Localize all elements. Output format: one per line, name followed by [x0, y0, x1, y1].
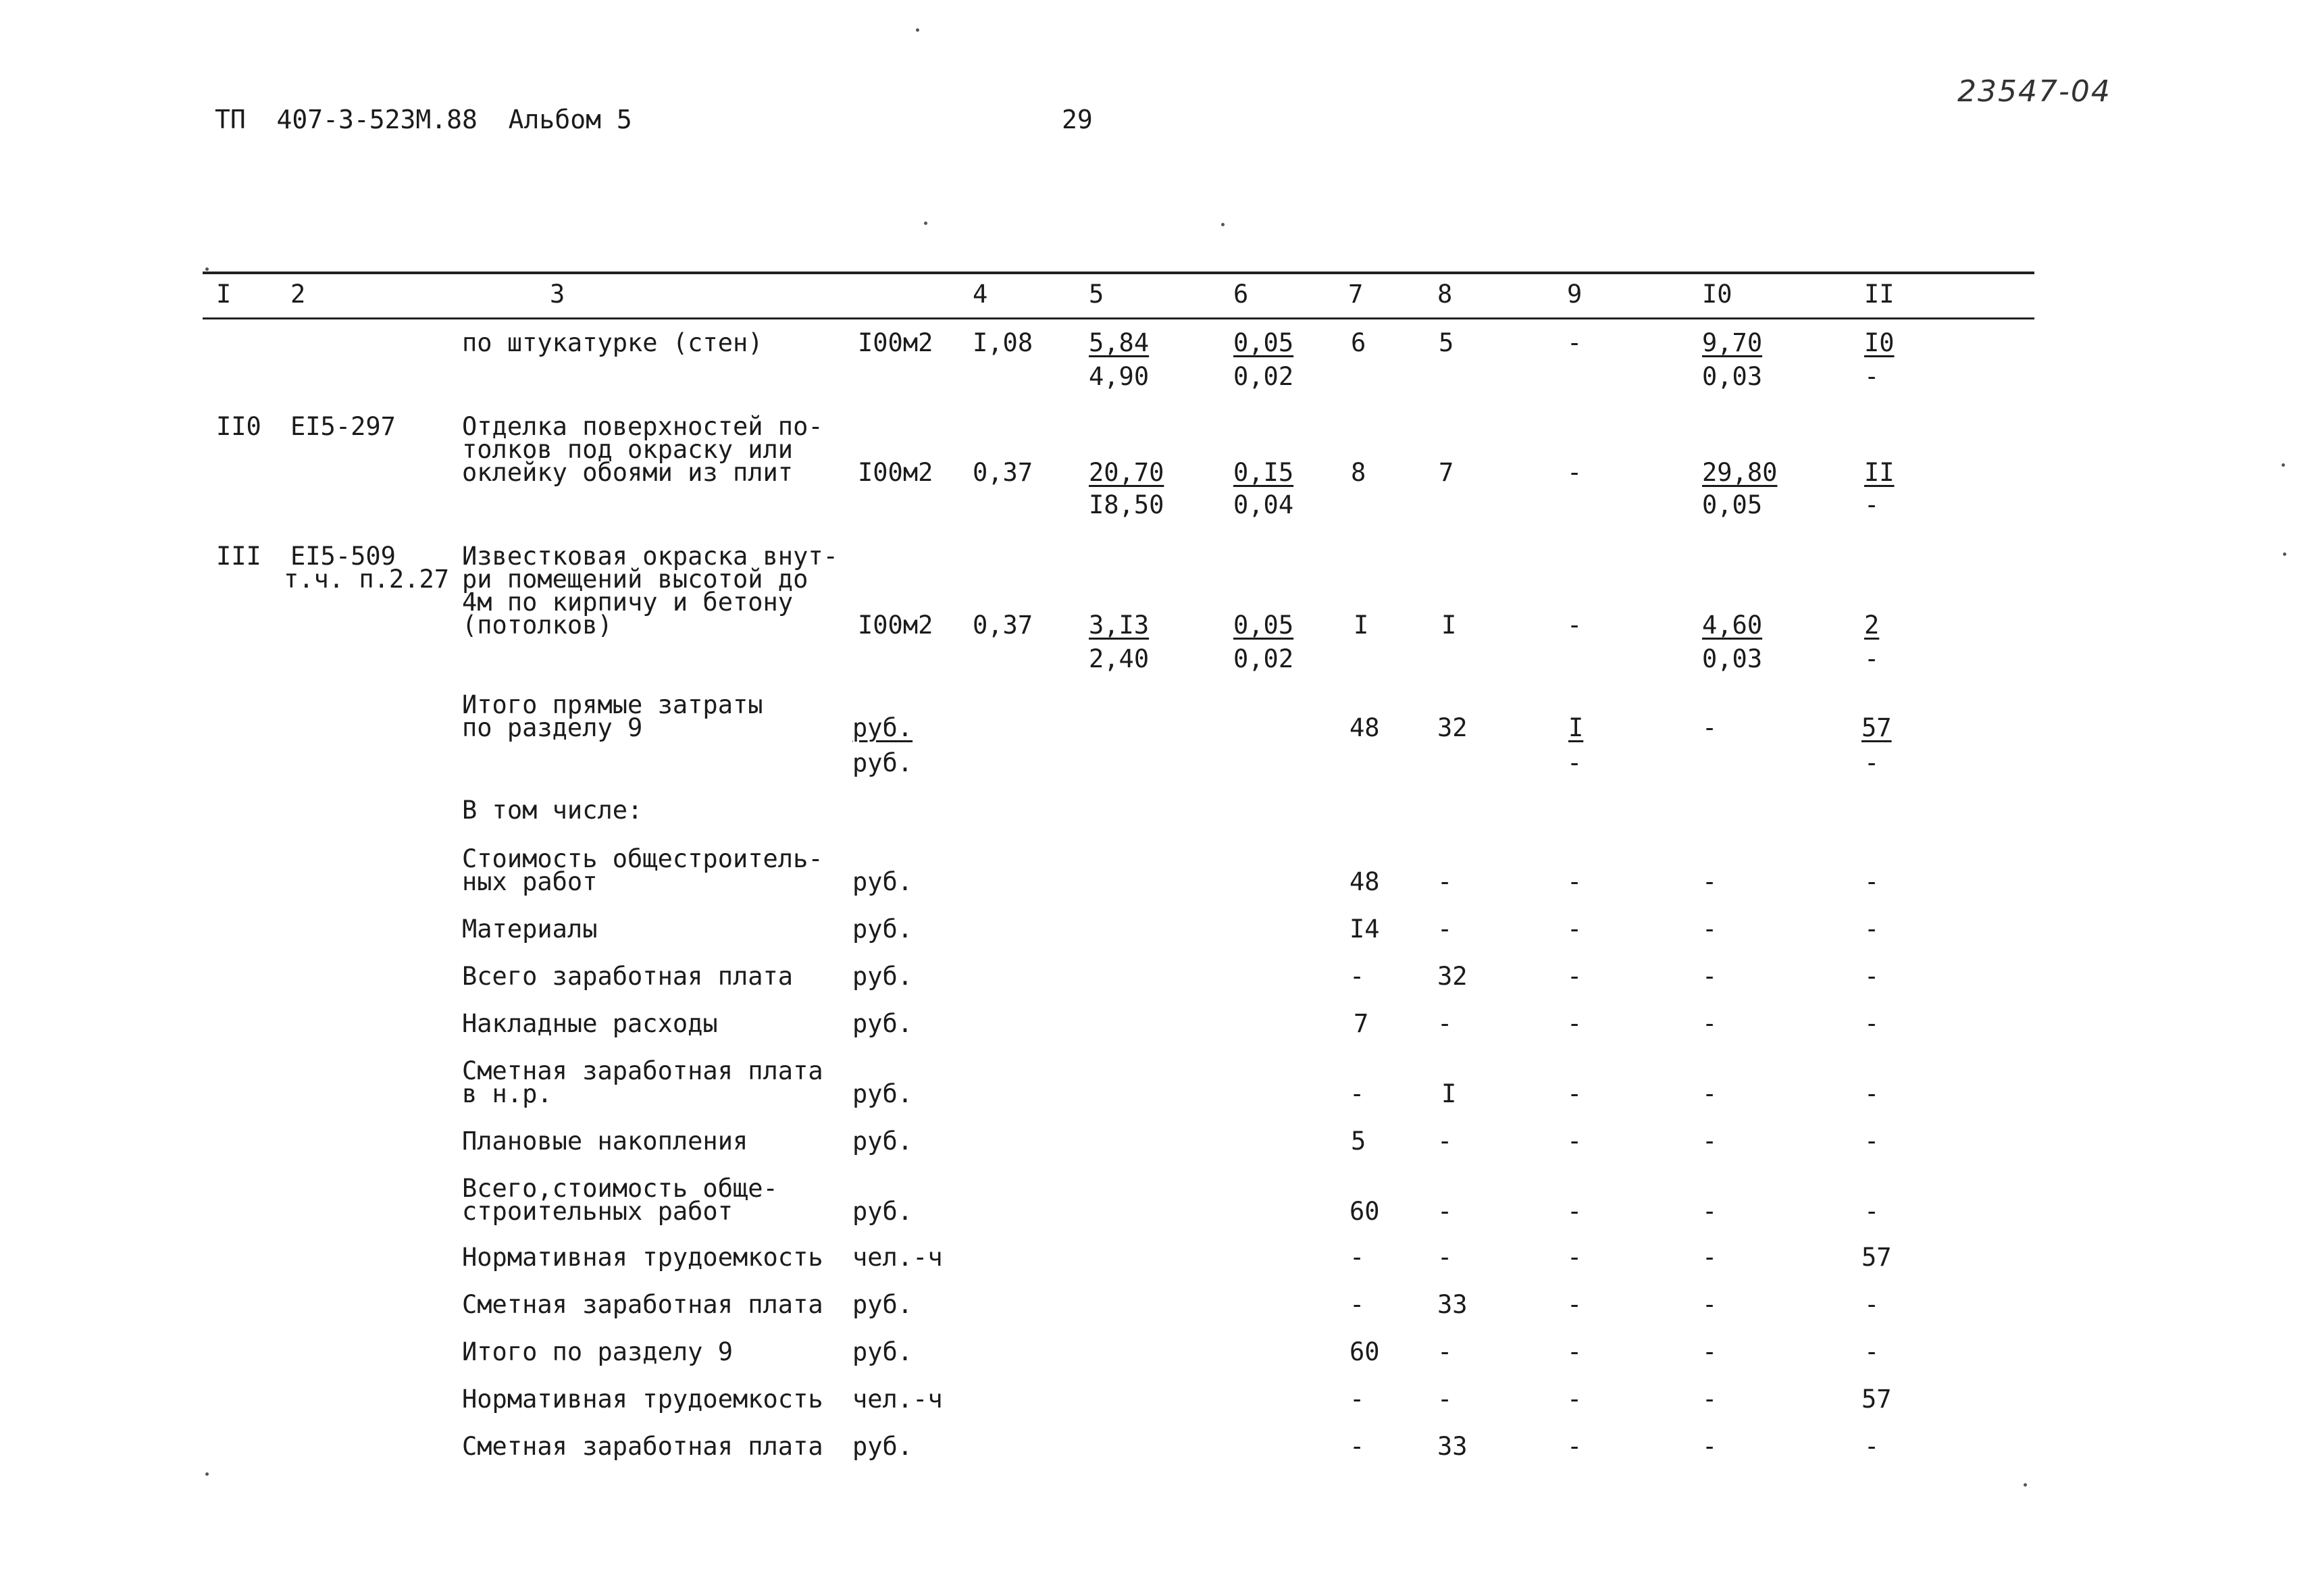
summary-cost: -: [1349, 962, 1365, 991]
column-header: 2: [290, 280, 306, 309]
summary-column-10: -: [1702, 1197, 1718, 1226]
summary-cost: -: [1349, 1243, 1365, 1272]
summary-cost: 48: [1349, 867, 1380, 896]
item-code: EI5-509: [290, 542, 396, 571]
summary-description: Сметная заработная плата: [462, 1432, 823, 1461]
summary-unit: руб.: [852, 1127, 913, 1156]
summary-unit: руб.: [852, 1009, 913, 1038]
unit-cost-total: 20,70: [1089, 458, 1164, 487]
labour-per-unit: 29,80: [1702, 458, 1778, 487]
summary-description: в н.р.: [462, 1079, 552, 1108]
summary-column-10: -: [1702, 1337, 1718, 1366]
summary-description: Стоимость общестроитель-: [462, 844, 823, 873]
unit-cost-total: 5,84: [1089, 328, 1150, 357]
column-header: 7: [1348, 280, 1364, 309]
summary-description: Всего заработная плата: [462, 962, 794, 991]
labour-per-unit-machines: 0,03: [1702, 644, 1763, 673]
summary-column-9: -: [1567, 1243, 1583, 1272]
item-description: Известковая окраска внут-: [462, 542, 838, 571]
scan-speck: [205, 267, 209, 271]
totals-unit: руб.: [852, 748, 913, 777]
column-9-value: -: [1567, 458, 1583, 487]
summary-description: Сметная заработная плата: [462, 1056, 823, 1085]
summary-column-10: -: [1702, 1243, 1718, 1272]
summary-unit: руб.: [852, 962, 913, 991]
unit-cost-machines-wages: 0,04: [1233, 490, 1294, 519]
total-cost: 6: [1351, 328, 1366, 357]
column-header: I0: [1702, 280, 1732, 309]
summary-column-10: -: [1702, 915, 1718, 944]
summary-unit: руб.: [852, 1079, 913, 1108]
summary-labour: -: [1864, 1079, 1880, 1108]
summary-description: Сметная заработная плата: [462, 1290, 823, 1319]
summary-column-10: -: [1702, 1009, 1718, 1038]
summary-column-10: -: [1702, 1432, 1718, 1461]
summary-wages: -: [1437, 1385, 1453, 1414]
summary-unit: чел.-ч: [852, 1385, 943, 1414]
unit-cost-wages: I8,50: [1089, 490, 1164, 519]
summary-cost: 60: [1349, 1197, 1380, 1226]
summary-wages: -: [1437, 867, 1453, 896]
item-unit: I00м2: [858, 328, 933, 357]
summary-labour: -: [1864, 1432, 1880, 1461]
summary-cost: 5: [1351, 1127, 1366, 1156]
scan-speck: [2282, 463, 2285, 467]
summary-wages: -: [1437, 915, 1453, 944]
summary-labour: -: [1864, 1009, 1880, 1038]
summary-column-10: -: [1702, 1385, 1718, 1414]
archive-stamp: 23547-04: [1957, 74, 2111, 109]
item-description: (потолков): [462, 611, 613, 640]
item-description: ри помещений высотой до: [462, 565, 808, 594]
including-label: В том числе:: [462, 796, 643, 825]
labour-per-unit-machines: 0,03: [1702, 362, 1763, 391]
totals-labour: 57: [1861, 713, 1892, 742]
totals-unit: руб.: [852, 713, 913, 742]
totals-column-9: I: [1568, 713, 1584, 742]
item-description: 4м по кирпичу и бетону: [462, 588, 794, 617]
column-header: 8: [1437, 280, 1453, 309]
table-top-rule: [203, 272, 2034, 274]
scan-speck: [205, 1472, 209, 1476]
item-quantity: 0,37: [973, 458, 1033, 487]
total-wages: 5: [1439, 328, 1454, 357]
totals-description: по разделу 9: [462, 713, 643, 742]
item-description: оклейку обоями из плит: [462, 458, 794, 487]
summary-column-10: -: [1702, 867, 1718, 896]
item-unit: I00м2: [858, 458, 933, 487]
summary-column-10: -: [1702, 1127, 1718, 1156]
column-header: 6: [1233, 280, 1249, 309]
summary-labour: -: [1864, 1337, 1880, 1366]
summary-unit: руб.: [852, 1432, 913, 1461]
summary-column-9: -: [1567, 1197, 1583, 1226]
summary-wages: -: [1437, 1337, 1453, 1366]
scan-speck: [924, 222, 927, 225]
summary-wages: -: [1437, 1197, 1453, 1226]
item-unit: I00м2: [858, 611, 933, 640]
summary-column-9: -: [1567, 962, 1583, 991]
column-header: II: [1864, 280, 1895, 309]
summary-description: строительных работ: [462, 1197, 733, 1226]
summary-description: ных работ: [462, 867, 598, 896]
total-cost: 8: [1351, 458, 1366, 487]
summary-description: Всего,стоимость обще-: [462, 1174, 778, 1203]
summary-wages: -: [1437, 1009, 1453, 1038]
totals-labour: -: [1864, 748, 1880, 777]
item-description: по штукатурке (стен): [462, 328, 763, 357]
summary-description: Нормативная трудоемкость: [462, 1385, 823, 1414]
total-cost: I: [1354, 611, 1369, 640]
column-header: 9: [1567, 280, 1583, 309]
summary-description: Плановые накопления: [462, 1127, 748, 1156]
item-number: III: [216, 542, 261, 571]
column-header: 5: [1089, 280, 1104, 309]
totals-cost: 48: [1349, 713, 1380, 742]
total-wages: 7: [1439, 458, 1454, 487]
column-9-value: -: [1567, 611, 1583, 640]
scan-speck: [2283, 552, 2286, 556]
unit-cost-wages: 4,90: [1089, 362, 1150, 391]
summary-unit: руб.: [852, 1337, 913, 1366]
scan-speck: [916, 28, 919, 32]
summary-cost: 60: [1349, 1337, 1380, 1366]
summary-wages: 33: [1437, 1290, 1468, 1319]
summary-labour: 57: [1861, 1385, 1892, 1414]
summary-wages: 33: [1437, 1432, 1468, 1461]
summary-unit: руб.: [852, 1290, 913, 1319]
page-number: 29: [1062, 105, 1093, 134]
labour-per-unit: 9,70: [1702, 328, 1763, 357]
item-code: т.ч. п.2.27: [284, 565, 450, 594]
item-code: EI5-297: [290, 412, 396, 441]
summary-column-9: -: [1567, 1432, 1583, 1461]
summary-column-9: -: [1567, 915, 1583, 944]
summary-description: Накладные расходы: [462, 1009, 718, 1038]
summary-cost: I4: [1349, 915, 1380, 944]
summary-description: Итого по разделу 9: [462, 1337, 733, 1366]
column-header: 3: [550, 280, 565, 309]
summary-labour: -: [1864, 915, 1880, 944]
totals-column-10: -: [1702, 713, 1718, 742]
column-9-value: -: [1567, 328, 1583, 357]
unit-cost-machines-wages: 0,02: [1233, 362, 1294, 391]
unit-cost-machines: 0,I5: [1233, 458, 1294, 487]
summary-wages: I: [1441, 1079, 1457, 1108]
summary-column-9: -: [1567, 867, 1583, 896]
labour-total-machines: -: [1864, 362, 1880, 391]
summary-column-9: -: [1567, 1127, 1583, 1156]
unit-cost-total: 3,I3: [1089, 611, 1150, 640]
item-description: толков под окраску или: [462, 435, 794, 464]
table-header-rule: [203, 317, 2034, 319]
summary-cost: -: [1349, 1432, 1365, 1461]
summary-unit: руб.: [852, 1197, 913, 1226]
unit-cost-machines: 0,05: [1233, 328, 1294, 357]
labour-per-unit-machines: 0,05: [1702, 490, 1763, 519]
summary-wages: 32: [1437, 962, 1468, 991]
summary-labour: 57: [1861, 1243, 1892, 1272]
summary-description: Нормативная трудоемкость: [462, 1243, 823, 1272]
summary-labour: -: [1864, 962, 1880, 991]
item-number: II0: [216, 412, 261, 441]
labour-total: II: [1864, 458, 1895, 487]
summary-unit: руб.: [852, 915, 913, 944]
column-header: I: [216, 280, 232, 309]
summary-column-9: -: [1567, 1009, 1583, 1038]
summary-column-9: -: [1567, 1290, 1583, 1319]
summary-column-9: -: [1567, 1337, 1583, 1366]
item-description: Отделка поверхностей по-: [462, 412, 823, 441]
unit-cost-wages: 2,40: [1089, 644, 1150, 673]
summary-labour: -: [1864, 1197, 1880, 1226]
summary-column-10: -: [1702, 1079, 1718, 1108]
totals-description: Итого прямые затраты: [462, 690, 763, 719]
summary-wages: -: [1437, 1127, 1453, 1156]
labour-total: 2: [1864, 611, 1880, 640]
item-quantity: I,08: [973, 328, 1033, 357]
summary-column-10: -: [1702, 1290, 1718, 1319]
labour-per-unit: 4,60: [1702, 611, 1763, 640]
summary-labour: -: [1864, 1127, 1880, 1156]
summary-cost: 7: [1354, 1009, 1369, 1038]
summary-column-10: -: [1702, 962, 1718, 991]
summary-column-9: -: [1567, 1079, 1583, 1108]
totals-column-9: -: [1567, 748, 1583, 777]
summary-labour: -: [1864, 867, 1880, 896]
scan-speck: [1221, 223, 1225, 226]
column-header: 4: [973, 280, 988, 309]
total-wages: I: [1441, 611, 1457, 640]
summary-unit: руб.: [852, 867, 913, 896]
labour-total: I0: [1864, 328, 1895, 357]
summary-labour: -: [1864, 1290, 1880, 1319]
summary-column-9: -: [1567, 1385, 1583, 1414]
summary-cost: -: [1349, 1385, 1365, 1414]
summary-cost: -: [1349, 1079, 1365, 1108]
labour-total-machines: -: [1864, 644, 1880, 673]
summary-cost: -: [1349, 1290, 1365, 1319]
scan-speck: [2024, 1483, 2027, 1487]
summary-unit: чел.-ч: [852, 1243, 943, 1272]
unit-cost-machines-wages: 0,02: [1233, 644, 1294, 673]
labour-total-machines: -: [1864, 490, 1880, 519]
item-quantity: 0,37: [973, 611, 1033, 640]
summary-wages: -: [1437, 1243, 1453, 1272]
summary-description: Материалы: [462, 915, 598, 944]
totals-wages: 32: [1437, 713, 1468, 742]
unit-cost-machines: 0,05: [1233, 611, 1294, 640]
document-code: ТП 407-3-523М.88 Альбом 5: [215, 105, 632, 134]
